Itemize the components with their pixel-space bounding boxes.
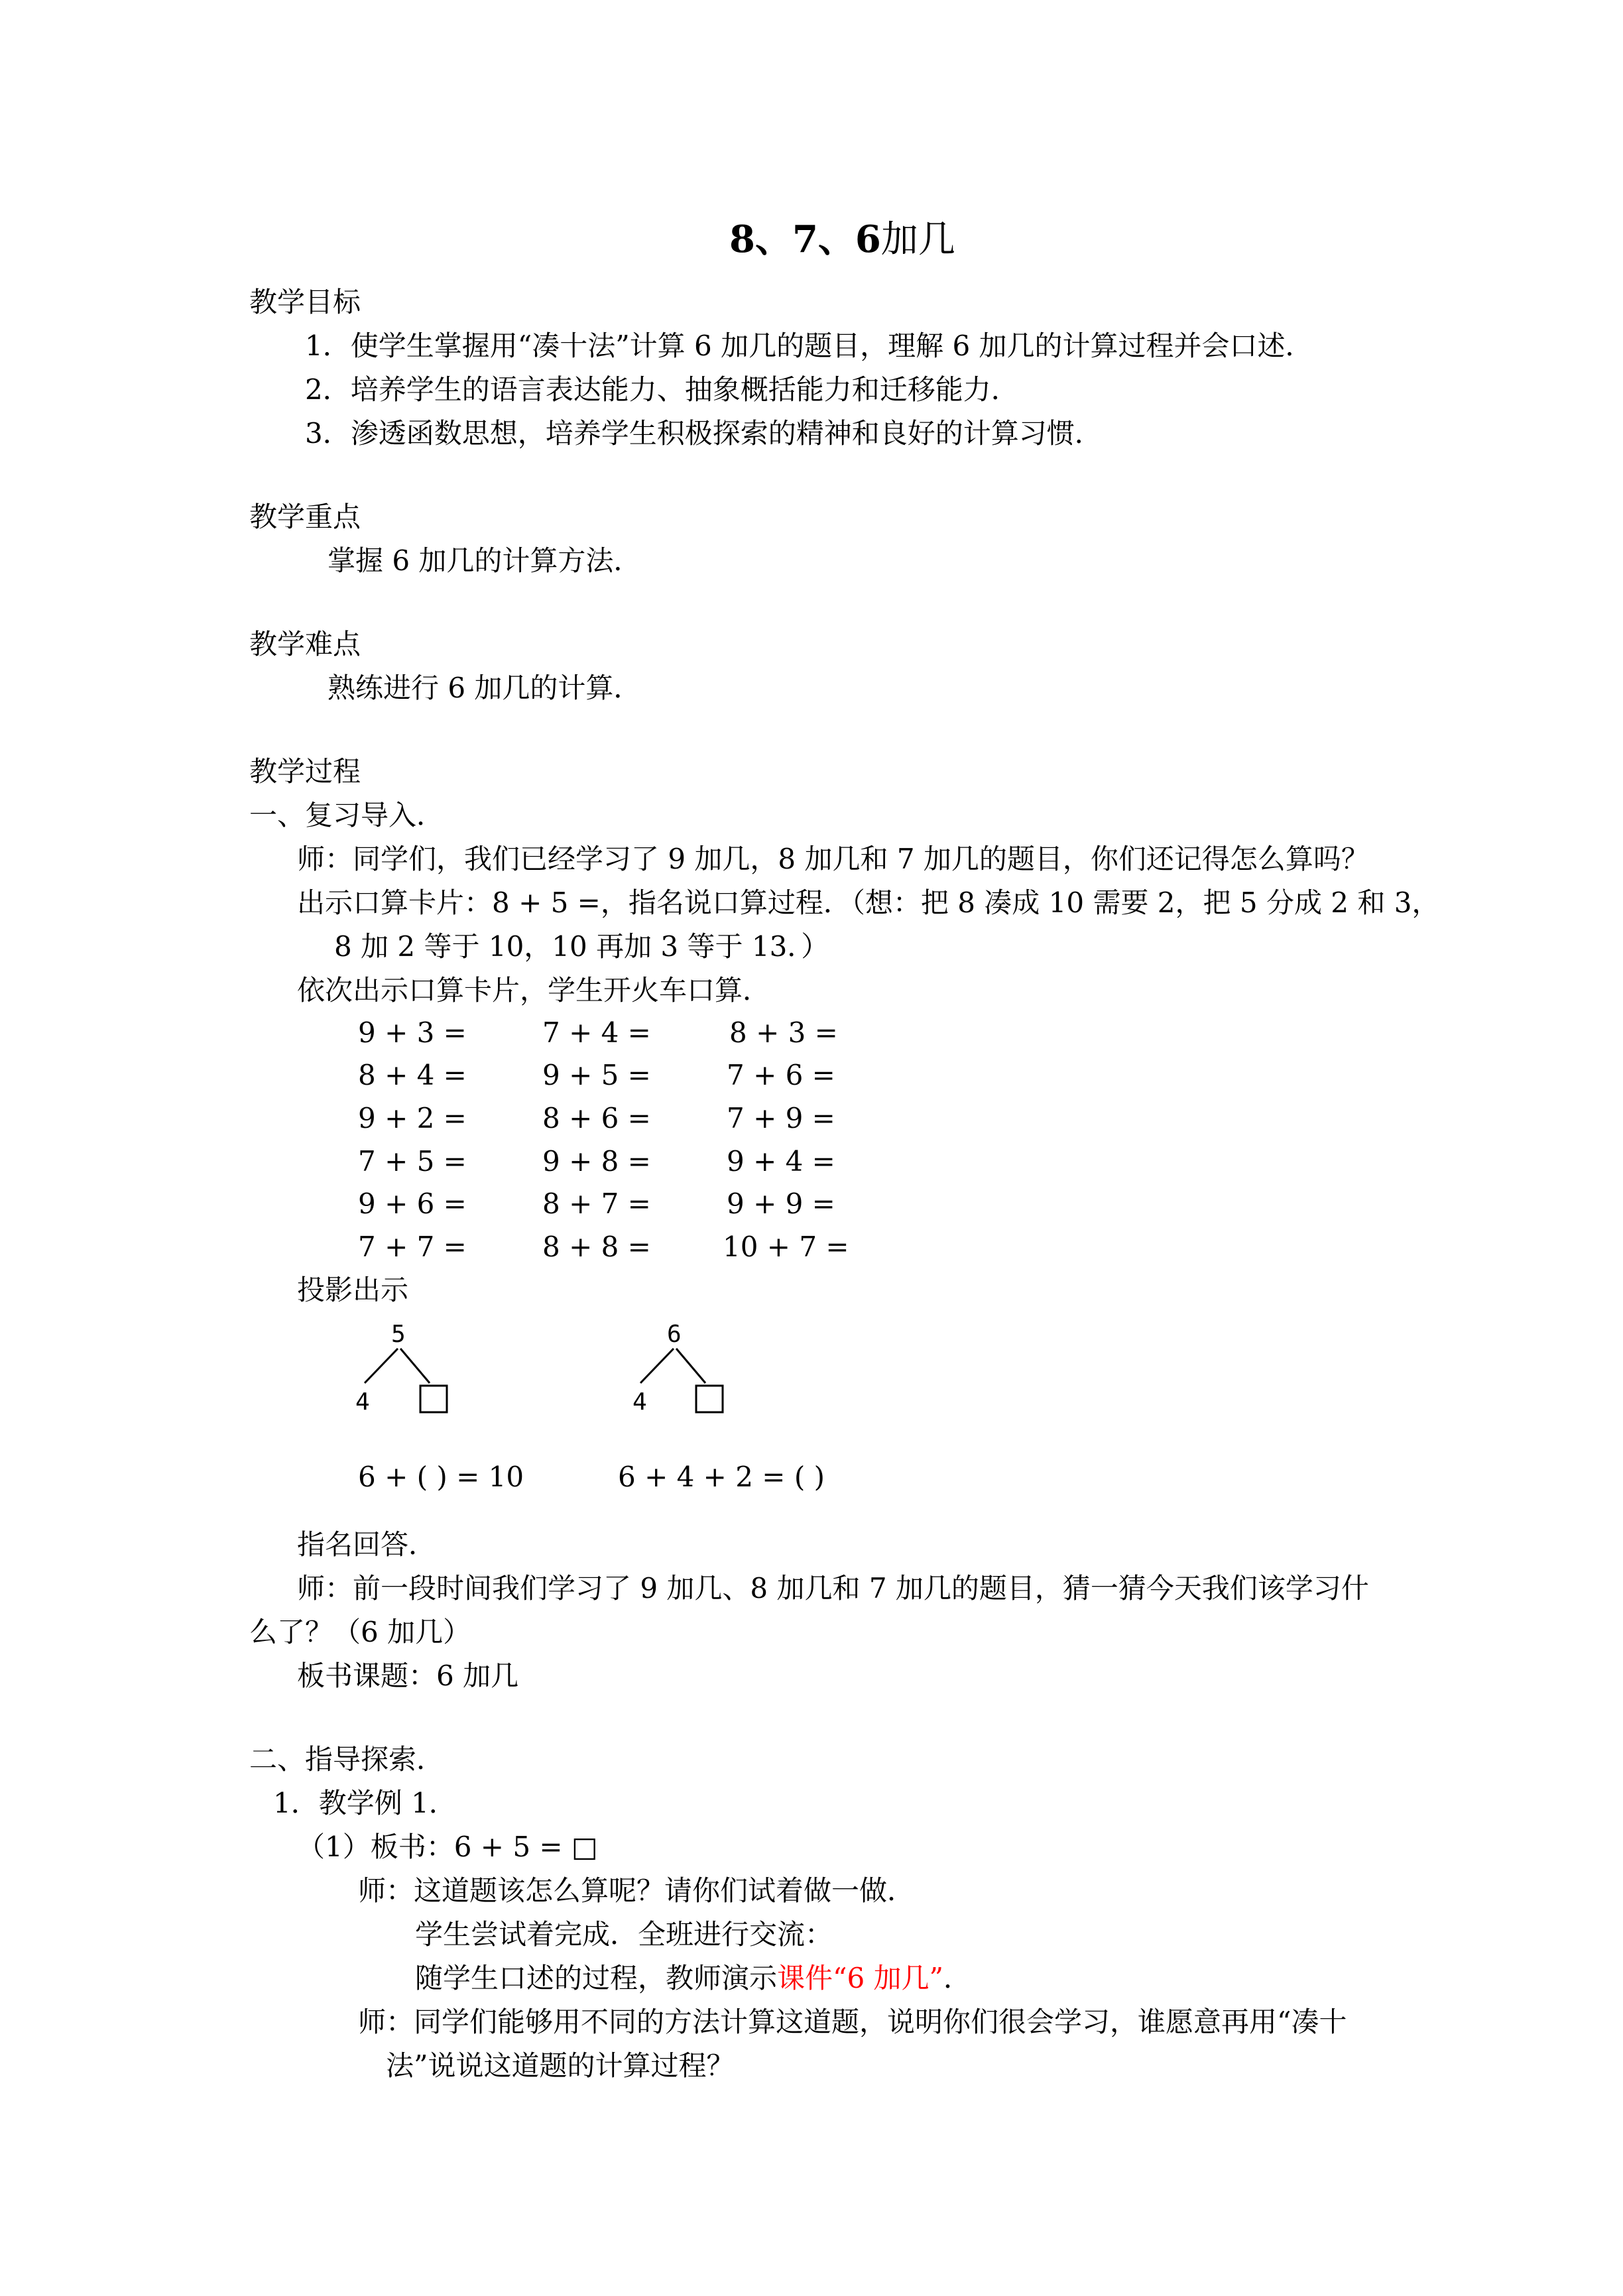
- equation-1: 6 + ( ) = 10: [358, 1461, 524, 1493]
- drill-r4-c1: 7 + 5 =: [358, 1145, 467, 1178]
- bond2-left-branch: [640, 1349, 674, 1383]
- projection-label: 投影出示: [297, 1274, 409, 1306]
- part1-paragraph-5: 指名回答．: [297, 1528, 437, 1561]
- part1-paragraph-1: 师：同学们，我们已经学习了 9 加几，8 加几和 7 加几的题目，你们还记得怎么算吗？: [297, 843, 1369, 875]
- bond2-top-number: 6: [667, 1321, 682, 1348]
- title-plain-part: 加几: [880, 218, 955, 261]
- part2-step-6a: 师：同学们能够用不同的方法计算这道题，说明你们很会学习，谁愿意再用“凑十: [358, 2006, 1347, 2038]
- drill-r6-c3: 10 + 7 =: [723, 1231, 849, 1263]
- part2-step-2: （1）板书：6 + 5 = □: [297, 1831, 598, 1863]
- drill-r5-c1: 9 + 6 =: [358, 1187, 467, 1220]
- drill-r2-c1: 8 + 4 =: [358, 1059, 467, 1091]
- drill-r6-c1: 7 + 7 =: [358, 1231, 467, 1263]
- bond1-left-number: 4: [355, 1388, 370, 1416]
- part1-paragraph-7: 板书课题：6 加几: [297, 1660, 519, 1692]
- drill-r2-c2: 9 + 5 =: [542, 1059, 651, 1091]
- key-point-text: 掌握 6 加几的计算方法．: [328, 544, 642, 577]
- bond1-answer-box: [420, 1386, 447, 1412]
- title-bold-part: 8、7、6: [729, 217, 881, 261]
- bond2-right-branch: [676, 1349, 705, 1383]
- part1-heading: 一、复习导入．: [249, 799, 445, 831]
- drill-r1-c2: 7 + 4 =: [542, 1016, 651, 1049]
- difficulty-heading: 教学难点: [249, 628, 361, 660]
- number-bond-5: [351, 1319, 457, 1419]
- drill-r5-c2: 8 + 7 =: [542, 1187, 651, 1220]
- part2-step-1: 1．教学例 1．: [273, 1787, 457, 1819]
- process-heading: 教学过程: [249, 755, 361, 788]
- drill-r3-c2: 8 + 6 =: [542, 1102, 651, 1134]
- part2-heading: 二、指导探索．: [249, 1743, 445, 1776]
- number-bond-6: [630, 1319, 736, 1419]
- drill-r3-c1: 9 + 2 =: [358, 1102, 467, 1134]
- courseware-reference: 课件“6 加几”: [777, 1962, 944, 1994]
- equation-2: 6 + 4 + 2 = ( ): [618, 1461, 825, 1493]
- drill-r5-c3: 9 + 9 =: [727, 1187, 835, 1220]
- objective-item-1: 1．使学生掌握用“凑十法”计算 6 加几的题目，理解 6 加几的计算过程并会口述．: [305, 330, 1313, 362]
- drill-r4-c3: 9 + 4 =: [727, 1145, 835, 1178]
- objective-item-3: 3．渗透函数思想，培养学生积极探索的精神和良好的计算习惯．: [305, 417, 1103, 450]
- part1-paragraph-3: 8 加 2 等于 10，10 再加 3 等于 13．）: [334, 930, 829, 963]
- drill-r2-c3: 7 + 6 =: [727, 1059, 835, 1091]
- bond2-left-number: 4: [632, 1388, 647, 1416]
- bond1-top-number: 5: [391, 1321, 406, 1348]
- drill-r1-c3: 8 + 3 =: [729, 1016, 838, 1049]
- part1-paragraph-6b: 么了？（6 加几）: [249, 1616, 471, 1648]
- bond1-right-branch: [400, 1349, 430, 1383]
- bond1-left-branch: [365, 1349, 398, 1383]
- part2-step-4: 学生尝试着完成．全班进行交流：: [415, 1918, 833, 1951]
- part2-step-5: [415, 1960, 971, 1997]
- objective-item-2: 2．培养学生的语言表达能力、抽象概括能力和迁移能力．: [305, 373, 1019, 406]
- drill-r3-c3: 7 + 9 =: [727, 1102, 835, 1134]
- key-point-heading: 教学重点: [249, 501, 361, 533]
- part1-paragraph-4: 依次出示口算卡片，学生开火车口算．: [297, 974, 771, 1006]
- difficulty-text: 熟练进行 6 加几的计算．: [328, 672, 642, 704]
- part2-step-3: 师：这道题该怎么算呢？请你们试着做一做．: [358, 1874, 916, 1907]
- drill-r4-c2: 9 + 8 =: [542, 1145, 651, 1178]
- part1-paragraph-6a: 师：前一段时间我们学习了 9 加几、8 加几和 7 加几的题目，猜一猜今天我们该学习什: [297, 1572, 1369, 1604]
- part1-paragraph-2: 出示口算卡片：8 + 5 =，指名说口算过程．（想：把 8 凑成 10 需要 2，把 5 分成 2 和 3，: [297, 886, 1440, 919]
- page-title: [729, 216, 955, 263]
- drill-r6-c2: 8 + 8 =: [542, 1231, 651, 1263]
- part2-step-5-prefix: 随学生口述的过程，教师演示: [415, 1962, 778, 1994]
- drill-r1-c1: 9 + 3 =: [358, 1016, 467, 1049]
- part2-step-6b: 法”说说这道题的计算过程？: [386, 2049, 735, 2082]
- bond2-answer-box: [696, 1386, 723, 1412]
- objectives-heading: 教学目标: [249, 286, 361, 318]
- part2-step-5-suffix: ．: [943, 1962, 972, 1994]
